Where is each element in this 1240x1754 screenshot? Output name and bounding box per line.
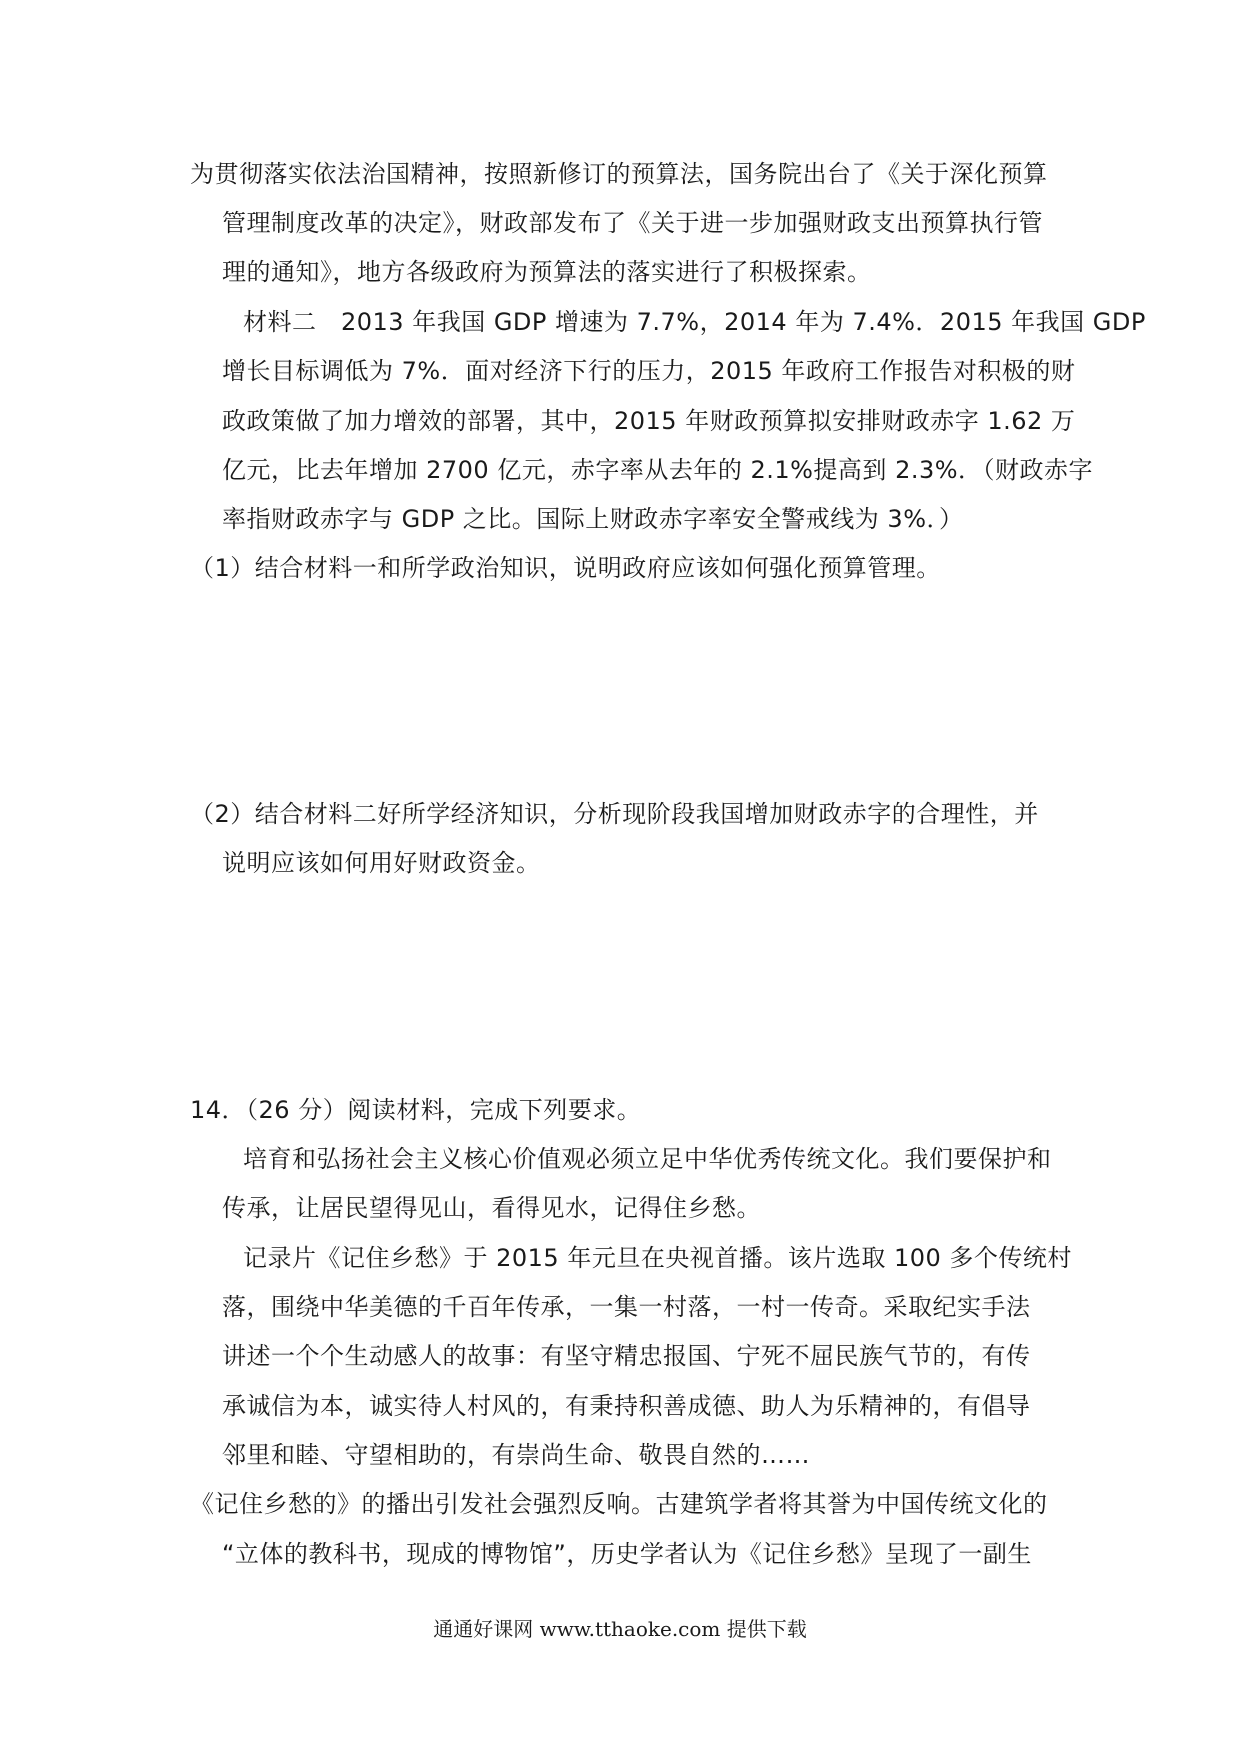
- paragraph-line: 管理制度改革的决定》，财政部发布了《关于进一步加强财政支出预算执行管: [222, 209, 1043, 237]
- paragraph-line: “立体的教科书，现成的博物馆”，历史学者认为《记住乡愁》呈现了一副生: [222, 1540, 1032, 1568]
- paragraph-line: 材料二 2013 年我国 GDP 增速为 7.7%，2014 年为 7.4%．2015 年我国 GDP: [243, 308, 1146, 336]
- paragraph-line: 落，围绕中华美德的千百年传承，一集一村落，一村一传奇。采取纪实手法: [222, 1293, 1031, 1321]
- paragraph-line: 增长目标调低为 7%．面对经济下行的压力，2015 年政府工作报告对积极的财: [222, 357, 1076, 385]
- paragraph-line: 邻里和睦、守望相助的，有崇尚生命、敬畏自然的……: [222, 1441, 810, 1469]
- paragraph-line: 亿元，比去年增加 2700 亿元，赤字率从去年的 2.1%提高到 2.3%．（财政赤字: [222, 456, 1094, 484]
- paragraph-line: 理的通知》，地方各级政府为预算法的落实进行了积极探索。: [222, 258, 872, 286]
- paragraph-line: 《记住乡愁的》的播出引发社会强烈反响。古建筑学者将其誉为中国传统文化的: [190, 1490, 1048, 1518]
- question-2-line: 说明应该如何用好财政资金。: [222, 849, 541, 877]
- paragraph-line: 培育和弘扬社会主义核心价值观必须立足中华优秀传统文化。我们要保护和: [243, 1145, 1052, 1173]
- page-footer: 通通好课网 www.tthaoke.com 提供下载: [433, 1617, 807, 1641]
- paragraph-line: 率指财政赤字与 GDP 之比。国际上财政赤字率安全警戒线为 3%．）: [222, 505, 964, 533]
- paragraph-line: 传承，让居民望得见山，看得见水，记得住乡愁。: [222, 1194, 761, 1222]
- question-14-heading: 14．（26 分）阅读材料，完成下列要求。: [190, 1096, 642, 1124]
- paragraph-line: 承诚信为本，诚实待人村风的，有秉持积善成德、助人为乐精神的，有倡导: [222, 1392, 1031, 1420]
- paragraph-line: 讲述一个个生动感人的故事：有坚守精忠报国、宁死不屈民族气节的，有传: [222, 1342, 1031, 1370]
- paragraph-line: 政政策做了加力增效的部署，其中，2015 年财政预算拟安排财政赤字 1.62 万: [222, 407, 1076, 435]
- paragraph-line: 为贯彻落实依法治国精神，按照新修订的预算法，国务院出台了《关于深化预算: [190, 160, 1048, 188]
- question-2-line: （2）结合材料二好所学经济知识，分析现阶段我国增加财政赤字的合理性，并: [190, 800, 1039, 828]
- question-1: （1）结合材料一和所学政治知识，说明政府应该如何强化预算管理。: [190, 554, 941, 582]
- paragraph-line: 记录片《记住乡愁》于 2015 年元旦在央视首播。该片选取 100 多个传统村: [243, 1244, 1072, 1272]
